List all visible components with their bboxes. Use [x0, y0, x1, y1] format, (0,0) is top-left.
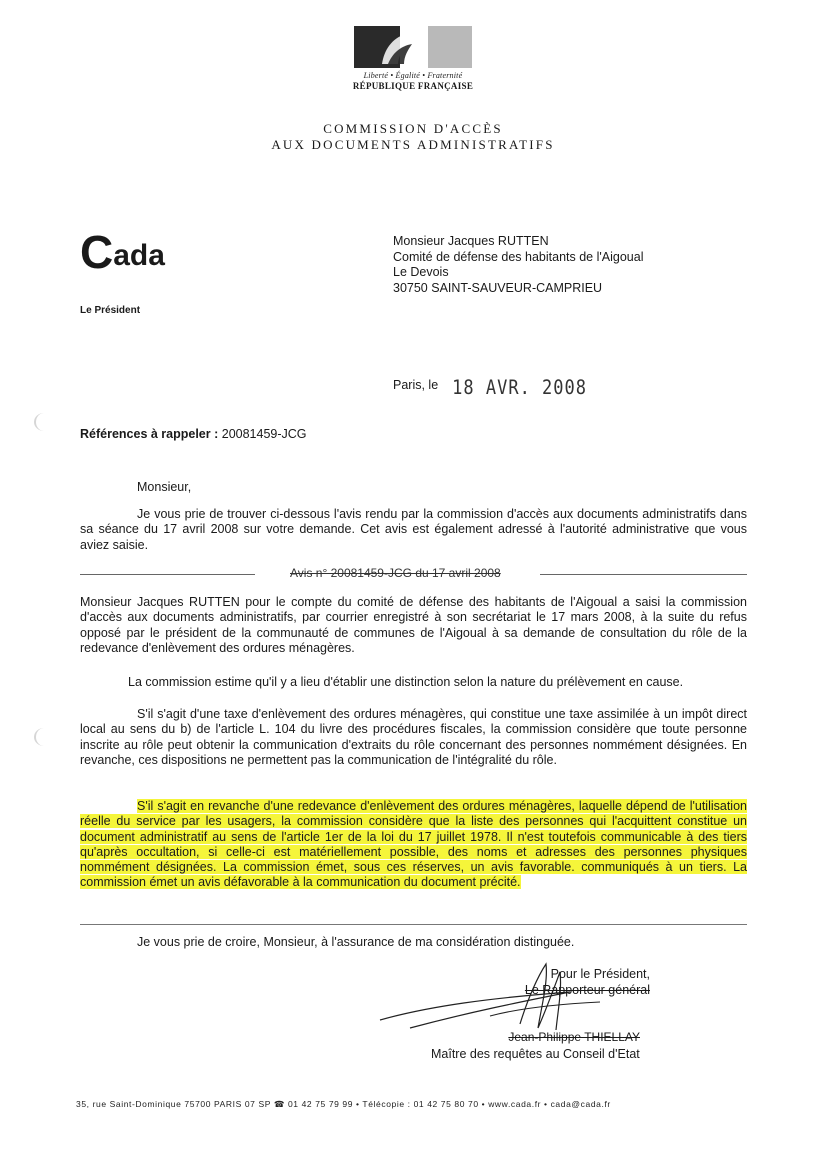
- marianne-flag-icon: [354, 26, 472, 68]
- recipient-name: Monsieur Jacques RUTTEN: [393, 234, 549, 248]
- republique-francaise-label: RÉPUBLIQUE FRANÇAISE: [352, 81, 474, 91]
- date-stamp: 18 AVR. 2008: [452, 376, 587, 400]
- salutation: Monsieur,: [137, 480, 192, 494]
- highlighted-text: S'il s'agit en revanche d'une redevance d'enlèvement des ordures ménagères, laquelle dépend de l'utilisation réelle du service par les usagers, la commission considère que la liste des personnes qui l'acquittent constitue un document administratif au sens de l'article 1er de la loi du 17 juillet 1978. Il n'est toutefois communicable à des tiers qu'après occultation, si celle-ci est matériellement possible, des noms et adresses des personnes physiques nommément désignées. La commission émet, sous ces réserves, un avis favorable. communiqués à un tiers. La commission émet un avis défavorable à la communication du document précité.: [80, 799, 747, 890]
- commission-heading: [200, 121, 626, 153]
- signature-for-president: Pour le Président,: [550, 967, 650, 981]
- motto: Liberté • Égalité • Fraternité: [363, 71, 463, 80]
- commission-heading-line2: AUX DOCUMENTS ADMINISTRATIFS: [271, 137, 555, 152]
- signer-title: Maître des requêtes au Conseil d'Etat: [431, 1047, 640, 1061]
- recipient-address: [393, 234, 643, 296]
- date-line: [393, 374, 587, 400]
- recipient-locality: Le Devois: [393, 265, 449, 279]
- commission-heading-line1: COMMISSION D'ACCÈS: [323, 121, 503, 136]
- references-label: Références à rappeler :: [80, 427, 219, 441]
- punch-hole-mark: [34, 728, 54, 746]
- saisine-paragraph: Monsieur Jacques RUTTEN pour le compte du comité de défense des habitants de l'Aigoual a saisi la commission d'accès aux documents administratifs, par courrier enregistré à son secrétariat le 17 mars 2008, à la suite du refus opposé par le président de la communauté de communes de l'Aigoual à sa demande de consultation du rôle de la redevance d'enlèvement des ordures ménagères.: [80, 595, 747, 655]
- footer-contact: 35, rue Saint-Dominique 75700 PARIS 07 SP ☎ 01 42 75 79 99 • Télécopie : 01 42 75 80 70 • www.cada.fr • cada@cada.fr: [76, 1099, 611, 1109]
- redevance-paragraph: [80, 799, 747, 891]
- sender-title: Le Président: [80, 305, 141, 316]
- avis-divider: [80, 566, 747, 582]
- references: [80, 427, 307, 441]
- cada-logo-rest: ada: [113, 239, 165, 272]
- cada-logo: [80, 226, 165, 278]
- punch-hole-mark: [34, 413, 54, 431]
- estime-paragraph: La commission estime qu'il y a lieu d'établir une distinction selon la nature du prélèvement en cause.: [128, 675, 684, 689]
- recipient-city: 30750 SAINT-SAUVEUR-CAMPRIEU: [393, 280, 603, 295]
- avis-title: Avis n° 20081459-JCG du 17 avril 2008: [290, 566, 501, 580]
- intro-paragraph: Je vous prie de trouver ci-dessous l'avis rendu par la commission d'accès aux documents administratifs dans sa séance du 17 avril 2008 sur votre demande. Cet avis est également adressé à l'autorité administrative que vous aviez saisie.: [80, 507, 747, 552]
- taxe-paragraph: S'il s'agit d'une taxe d'enlèvement des ordures ménagères, qui constitue une taxe assimilée à un impôt direct local au sens du b) de l'article L. 104 du livre des procédures fiscales, la commission considère que toute personne inscrite au rôle peut obtenir la communication d'extraits du rôle concernant des personnes nommément désignées. En revanche, ces dispositions ne permettent pas la communication de l'intégralité du rôle.: [80, 707, 747, 767]
- signer-name: Jean-Philippe THIELLAY: [508, 1030, 640, 1044]
- republique-francaise-logo: [352, 26, 474, 100]
- recipient-organization: Comité de défense des habitants de l'Aigoual: [393, 249, 644, 264]
- closing-divider: [80, 924, 747, 925]
- date-label: Paris, le: [393, 378, 439, 392]
- signature-block: [420, 966, 650, 998]
- signature-rapporteur: Le Rapporteur général: [524, 983, 650, 997]
- closing-sentence: Je vous prie de croire, Monsieur, à l'assurance de ma considération distinguée.: [137, 935, 575, 949]
- references-value: 20081459-JCG: [221, 427, 307, 441]
- cada-logo-c: C: [80, 226, 114, 278]
